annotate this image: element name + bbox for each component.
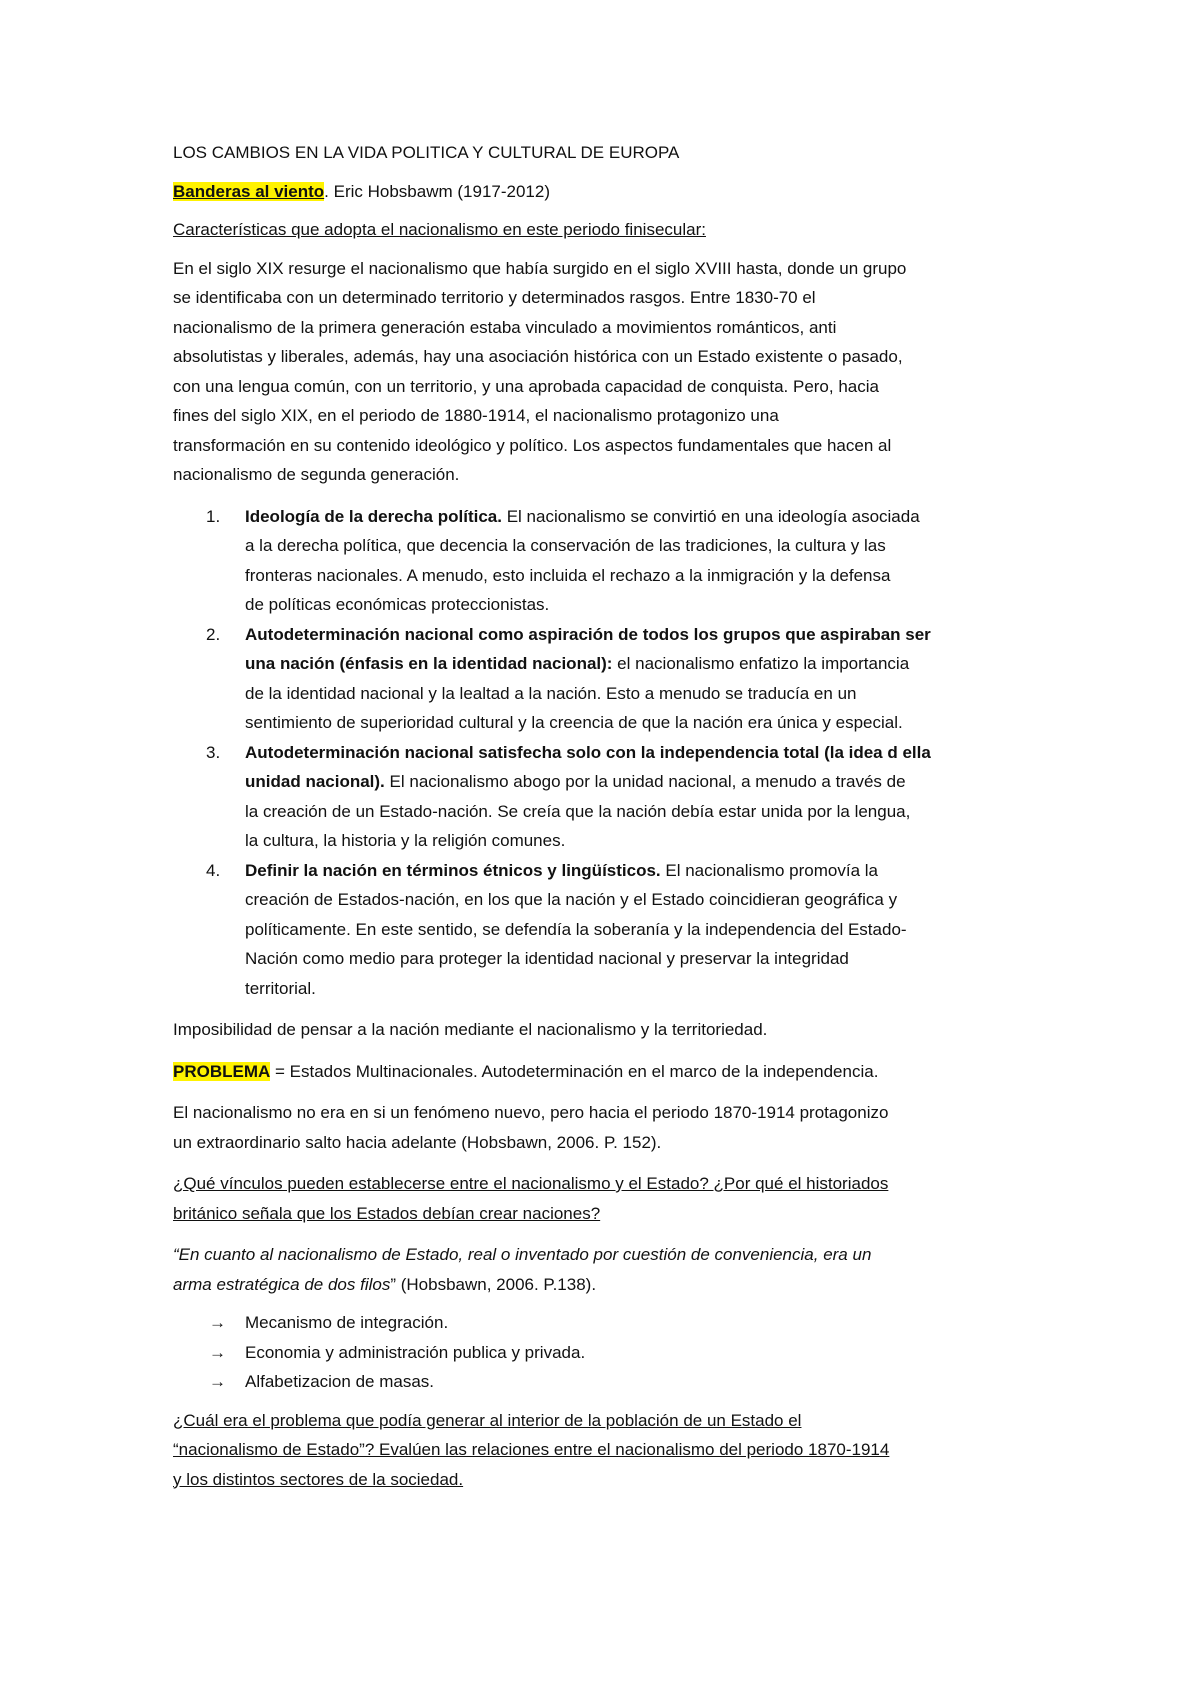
list-item [173, 620, 1043, 738]
list-item-heading: Ideología de la derecha política. [245, 506, 502, 526]
impossibility-paragraph: Imposibilidad de pensar a la nación mediante el nacionalismo y la territoriedad. [173, 1020, 768, 1039]
document-page [173, 138, 1043, 1494]
quote-line [173, 1270, 1043, 1300]
intro-line: fines del siglo XIX, en el periodo de 1880-1914, el nacionalismo protagonizo una [173, 406, 779, 425]
list-line: la cultura, la historia y la religión comunes. [245, 831, 566, 850]
list-item-text: El nacionalismo se convirtió en una ideología asociada [501, 506, 920, 526]
question-one [173, 1169, 1043, 1228]
quote-text: “En cuanto al nacionalismo de Estado, real o inventado por cuestión de conveniencia, era un [173, 1245, 872, 1264]
arrow-list-item [173, 1308, 1043, 1338]
arrow-right-icon: → [209, 1313, 226, 1332]
list-line: la creación de un Estado-nación. Se creía que la nación debía estar unida por la lengua, [245, 801, 911, 821]
quote-citation: ” (Hobsbawn, 2006. P.138). [390, 1274, 597, 1294]
list-line [245, 738, 1043, 768]
list-item-heading: unidad nacional). [245, 772, 385, 791]
problem-text: = Estados Multinacionales. Autodeterminación en el marco de la independencia. [270, 1061, 879, 1081]
list-number: 2. [206, 624, 221, 644]
problem-label-highlight: PROBLEMA [173, 1061, 271, 1081]
list-line: Nación como medio para proteger la identidad nacional y preservar la integridad [245, 949, 849, 968]
list-line: de la identidad nacional y la lealtad a la nación. Esto a menudo se traducía en un [245, 683, 857, 703]
list-line: creación de Estados-nación, en los que la nación y el Estado coincidieran geográfica y [245, 890, 898, 909]
intro-line: absolutistas y liberales, además, hay una asociación histórica con un Estado existente o pasado, [173, 347, 903, 366]
list-number: 4. [206, 860, 221, 880]
claim-line: un extraordinario salto hacia adelante (Hobsbawn, 2006. P. 152). [173, 1132, 662, 1152]
claim-paragraph [173, 1098, 1043, 1157]
question-line: “nacionalismo de Estado”? Evalúen las relaciones entre el nacionalismo del periodo 1870-1914 [173, 1440, 890, 1459]
list-item [173, 502, 1043, 620]
list-item [173, 856, 1043, 1004]
intro-line: con una lengua común, con un territorio, y una aprobada capacidad de conquista. Pero, hacia [173, 376, 879, 396]
quote-paragraph [173, 1240, 1043, 1299]
question-two [173, 1406, 1043, 1495]
question-line: y los distintos sectores de la sociedad. [173, 1469, 464, 1489]
book-reference [173, 177, 1043, 207]
intro-paragraph [173, 254, 1043, 490]
list-line [245, 649, 1043, 679]
list-line [245, 767, 1043, 797]
list-item [173, 738, 1043, 856]
list-line [245, 620, 1043, 650]
problem-paragraph [173, 1057, 1043, 1087]
list-item-heading: una nación (énfasis en la identidad nacional): [245, 654, 613, 673]
list-item-text: El nacionalismo abogo por la unidad nacional, a menudo a través de [384, 772, 906, 791]
list-line [245, 856, 1043, 886]
list-item-text: El nacionalismo promovía la [660, 860, 878, 880]
section-subheading: Características que adopta el nacionalismo en este periodo finisecular: [173, 220, 706, 239]
arrow-item-text: Alfabetizacion de masas. [245, 1372, 434, 1391]
intro-line: nacionalismo de segunda generación. [173, 465, 460, 484]
list-line: políticamente. En este sentido, se defendía la soberanía y la independencia del Estado- [245, 919, 907, 939]
arrow-list-item [173, 1338, 1043, 1368]
list-item-heading: Definir la nación en términos étnicos y lingüísticos. [245, 860, 661, 880]
question-line: ¿Qué vínculos pueden establecerse entre el nacionalismo y el Estado? ¿Por qué el historiados [173, 1174, 889, 1193]
arrow-right-icon: → [209, 1342, 226, 1362]
list-number: 3. [206, 742, 221, 762]
book-title-highlight: Banderas al viento [173, 181, 325, 201]
list-line: fronteras nacionales. A menudo, esto incluida el rechazo a la inmigración y la defensa [245, 565, 891, 585]
list-line [245, 502, 1043, 532]
quote-line [173, 1240, 1043, 1270]
list-number: 1. [206, 506, 221, 526]
list-line: sentimiento de superioridad cultural y la creencia de que la nación era única y especial. [245, 713, 903, 732]
list-line: a la derecha política, que decencia la conservación de las tradiciones, la cultura y las [245, 536, 886, 555]
list-item-text: el nacionalismo enfatizo la importancia [612, 654, 910, 673]
intro-line: nacionalismo de la primera generación estaba vinculado a movimientos románticos, anti [173, 317, 837, 337]
list-item-heading: Autodeterminación nacional como aspiración de todos los grupos que aspiraban ser [245, 624, 931, 644]
list-item-heading: Autodeterminación nacional satisfecha solo con la independencia total (la idea d ella [245, 742, 931, 762]
arrow-item-text: Economia y administración publica y privada. [245, 1342, 586, 1362]
characteristics-list [173, 502, 1043, 1004]
intro-line: transformación en su contenido ideológico y político. Los aspectos fundamentales que hacen al [173, 435, 892, 455]
document-title: LOS CAMBIOS EN LA VIDA POLITICA Y CULTURAL DE EUROPA [173, 143, 680, 162]
question-line: ¿Cuál era el problema que podía generar al interior de la población de un Estado el [173, 1410, 802, 1430]
list-line: territorial. [245, 978, 316, 998]
claim-line: El nacionalismo no era en si un fenómeno nuevo, pero hacia el periodo 1870-1914 protagonizo [173, 1103, 889, 1122]
intro-line: En el siglo XIX resurge el nacionalismo que había surgido en el siglo XVIII hasta, donde un grupo [173, 258, 907, 278]
quote-text: arma estratégica de dos filos [173, 1274, 391, 1294]
book-author: . Eric Hobsbawm (1917-2012) [324, 181, 550, 201]
arrow-list-item [173, 1367, 1043, 1397]
arrow-right-icon: → [209, 1372, 226, 1391]
arrow-item-text: Mecanismo de integración. [245, 1313, 449, 1332]
list-line: de políticas económicas proteccionistas. [245, 595, 550, 614]
arrow-list [173, 1308, 1043, 1397]
intro-line: se identificaba con un determinado territorio y determinados rasgos. Entre 1830-70 el [173, 288, 816, 307]
question-line: británico señala que los Estados debían crear naciones? [173, 1203, 601, 1223]
